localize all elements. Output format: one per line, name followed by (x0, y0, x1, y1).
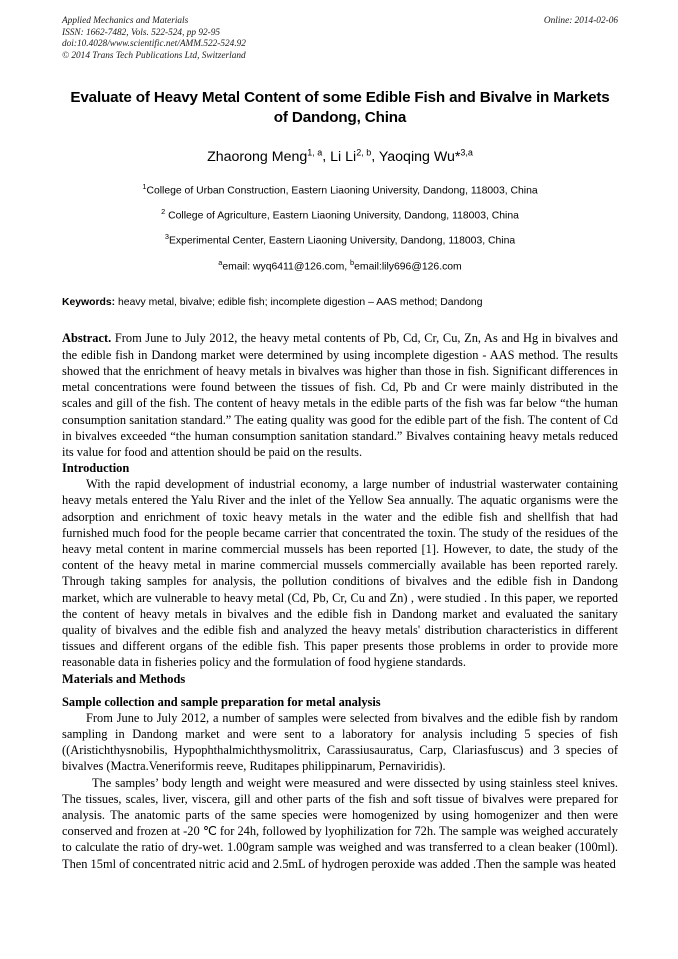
author-1: Zhaorong Meng$^{1, a}$ (207, 147, 323, 166)
page-content (62, 16, 618, 872)
copyright-line: © 2014 Trans Tech Publications Ltd, Switzerland (62, 50, 246, 61)
author-1-marker: 1, a (307, 147, 323, 158)
affiliation-3-marker: 3 (164, 232, 169, 242)
author-emails (62, 254, 618, 276)
journal-name: Applied Mechanics and Materials (62, 16, 189, 26)
author-list (62, 143, 618, 166)
page-title: Evaluate of Heavy Metal Content of some Edible Fish and Bivalve in Markets of Dandong, China (70, 89, 610, 127)
affiliation-list (62, 177, 618, 252)
issn-line: ISSN: 1662-7482, Vols. 522-524, pp 92-95 (62, 27, 221, 38)
author-3: Yaoqing Wu*$^{3,a}$ (378, 147, 473, 166)
sample-paragraph-1: From June to July 2012, a number of samples were selected from bivalves and the edible fish by random sampling in Dandong market and were sent to a laboratory for analysis including 5 species of fish ((Aristichthysnobilis, Hypophthalmichthysmolitrix, Carassiusauratus, Carp, Clariasfuscus) and 3 species of bivalves (Mactra.Veneriformis reeve, Ruditapes philippinarum, Pernaviridis). (62, 710, 618, 774)
keywords-value: heavy metal, bivalve; edible fish; incomplete digestion – AAS method; Dandong (115, 297, 483, 309)
affiliation-2-marker: 2 (161, 207, 166, 217)
affiliation-1 (62, 177, 618, 202)
email-a[interactable]: email: wyq6411@126.com, (222, 261, 351, 273)
affiliation-3-text: Experimental Center, Eastern Liaoning University, Dandong, 118003, China (168, 235, 516, 247)
running-head (62, 16, 618, 62)
affiliation-1-marker: 1 (142, 182, 147, 192)
affiliation-1-text: College of Urban Construction, Eastern Liaoning University, Dandong, 118003, China (146, 185, 538, 197)
author-3-marker: 3,a (460, 147, 473, 158)
online-date: Online: 2014-02-06 (543, 16, 618, 26)
subsection-heading-sample-collection: Sample collection and sample preparation for metal analysis (62, 694, 381, 709)
section-heading-introduction: Introduction (62, 461, 130, 476)
author-separator-2: , (371, 149, 379, 166)
keywords-label: Keywords: (62, 297, 116, 309)
section-heading-materials-and-methods: Materials and Methods (62, 671, 186, 686)
sample-paragraph-2: The samples’ body length and weight were measured and were dissected by using stainless steel knives. The tissues, scales, liver, viscera, gill and other parts of the fish and soft tissue of bivalves were prepared for analysis. The anatomic parts of the same species were homogenized by using homogenizer and then were conserved and frozen at -20 ℃ for 24h, followed by lyophilization for 72h. The sample was weighed accurately to calculate the ratio of dry-wet. 1.00gram sample was weighed and was transferred to a clean beaker (100ml). Then 15ml of concentrated nitric acid and 2.5mL of hydrogen peroxide was added .Then the sample was heated (62, 775, 618, 871)
affiliation-2 (62, 202, 618, 227)
abstract-label: Abstract. (62, 331, 112, 346)
doi-line: doi:10.4028/www.scientific.net/AMM.522-524.92 (62, 39, 246, 50)
email-a-marker: a (218, 258, 223, 268)
author-2-marker: 2, b (356, 147, 372, 158)
affiliation-2-text: College of Agriculture, Eastern Liaoning University, Dandong, 118003, China (165, 210, 519, 222)
affiliation-3 (62, 227, 618, 252)
email-b-marker: b (350, 258, 355, 268)
author-2: Li Li$^{2, b}$ (330, 147, 372, 166)
abstract-block (62, 330, 618, 460)
introduction-paragraph: With the rapid development of industrial economy, a large number of industrial wasterwater containing heavy metals entered the Yalu River and the inlet of the Yellow Sea annually. The aquatic organisms were the adsorption and enrichment of toxic heavy metals in the water and the edible fish and shellfish that had furnished much food for the people became carrier that concentrated the toxin. The study of the residues of the heavy metal content in marine commercial mussels has been reported [1]. However, to date, the study of the content of the heavy metal in marine commercial mussels commercially available has been reported rarely. Through taking samples for analysis, the pollution conditions of bivalves and the edible fish in Dandong market, which are vulnerable to heavy metal (Cd, Pb, Cr, Cu and Zn) , were studied . In this paper, we reported the content of heavy metals in bivalves and the edible fish in Dandong market and evaluated the sanitary quality of bivalves and the edible fish and analyzed the heavy metals' distribution characteristics in different tissues and different organs of the edible fish. This paper presents those problems in order to provide more reasonable data in fisheries policy and the formulation of food hygiene standards. (62, 477, 618, 670)
keywords-line (62, 296, 618, 310)
email-b[interactable]: email:lily696@126.com (354, 261, 462, 273)
author-separator-1: , (322, 149, 331, 166)
abstract-text: From June to July 2012, the heavy metal contents of Pb, Cd, Cr, Cu, Zn, As and Hg in bivalves and the edible fish in Dandong market were determined by using incomplete digestion - AAS method. The results showed that the enrichment of heavy metals in bivalves was higher than those in fish. Significant differences in metal concentrations were found between the tissues of fish. Cd, Pb and Cr were mainly distributed in the scales and gill of the fish. The content of heavy metals in the edible parts of the fish was far below “the human consumption sanitation standard.” The eating quality was good for the edible part of the fish. The content of Cd in bivalves exceeded “the human consumption sanitation standard.” Bivalves containing heavy metals reduced its value for food and attention should be paid on the results. (62, 331, 618, 459)
